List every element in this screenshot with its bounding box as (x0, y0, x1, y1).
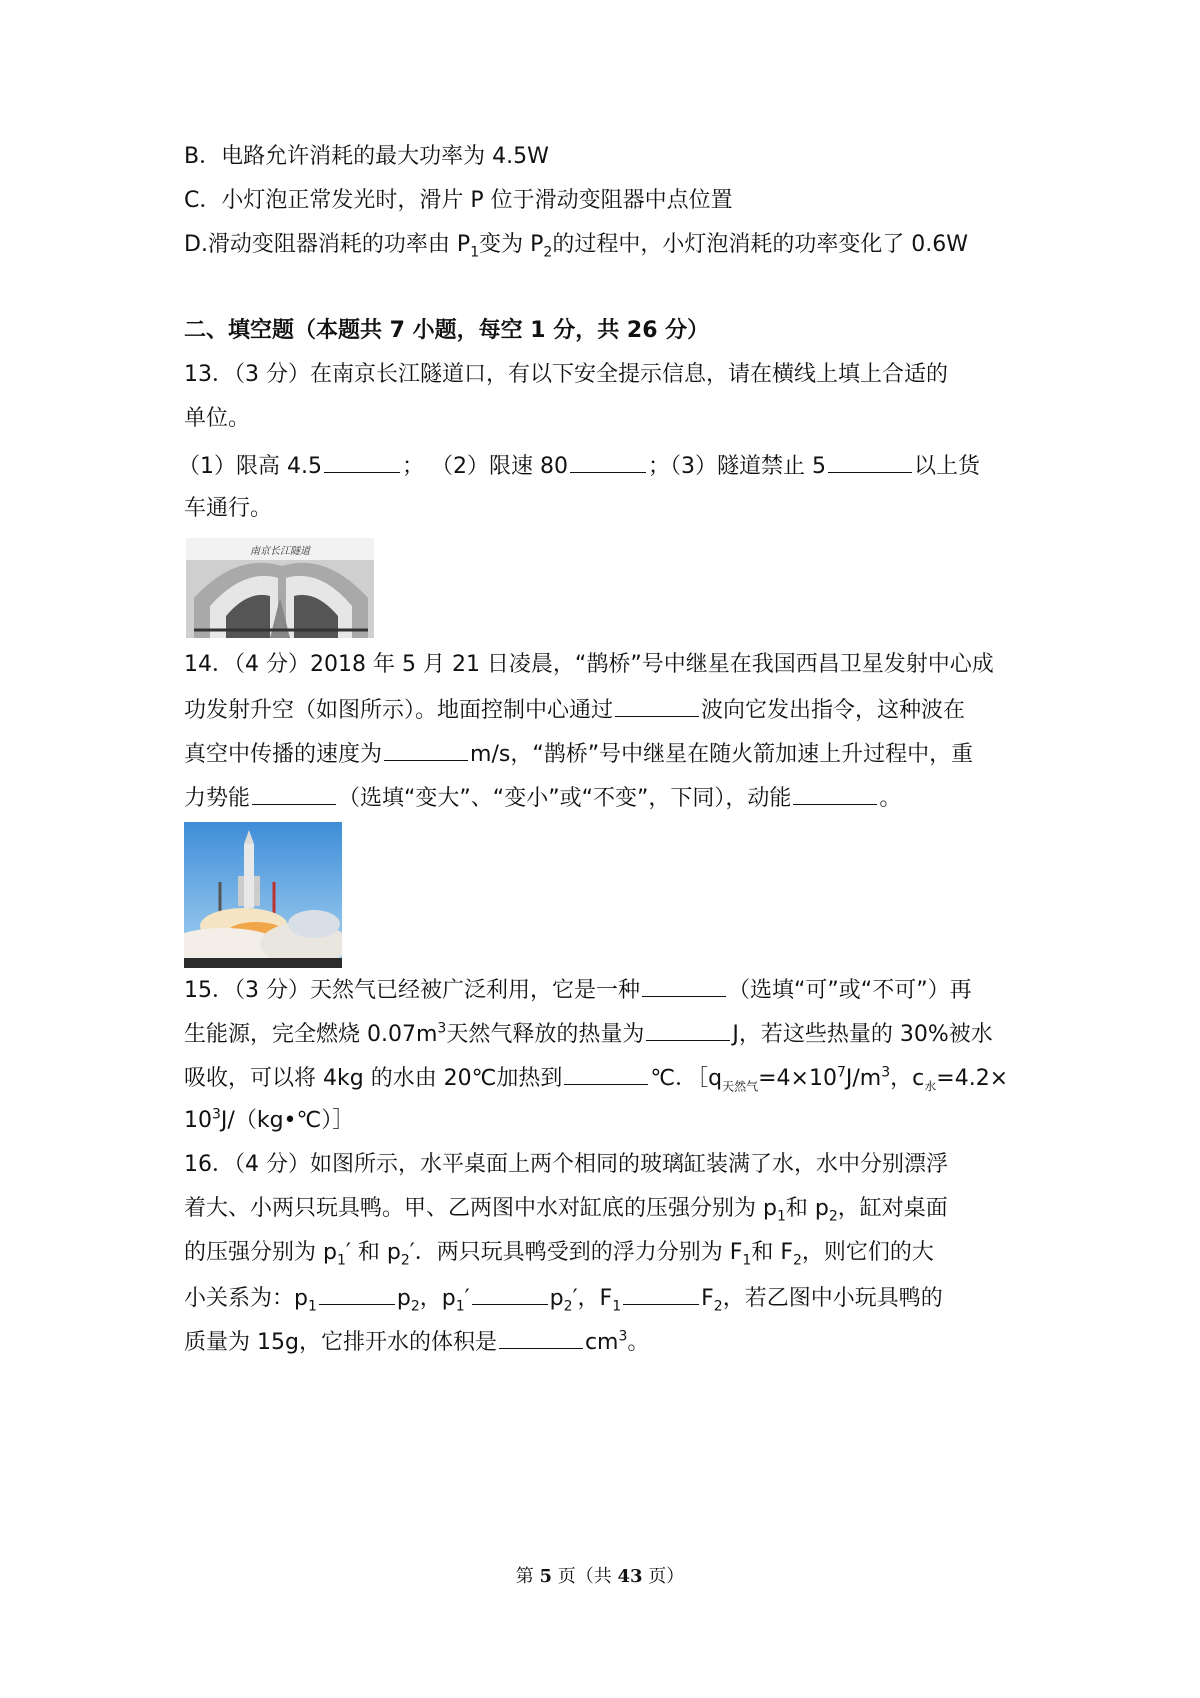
q15-line3: 吸收，可以将 4kg 的水由 20℃加热到 ℃．$[q_{天然气}=4\times 10^7J/m^3$，$c_水=4.2\times$ (184, 1062, 1008, 1094)
tunnel-caption: 南京长江隧道 (250, 546, 310, 557)
option-d: D.滑动变阻器消耗的功率由 $P_1$变为 $P_2$的过程中，小灯泡消耗的功率变化了 0.6W (184, 232, 969, 261)
blank (384, 738, 468, 761)
q16-line5: 质量为 15g，它排开水的体积是 $cm^3$。 (184, 1326, 649, 1358)
q13-line4: 车通行。 (184, 496, 273, 521)
q13-line3: （1）限高 4.5 ； （2）限速 80 ；（3）隧道禁止 5 以上货 (178, 450, 980, 482)
option-c: C．小灯泡正常发光时，滑片 P 位于滑动变阻器中点位置 (184, 188, 733, 213)
blank (615, 694, 699, 717)
q13-line2: 单位。 (184, 406, 251, 431)
q15-line2: 生能源，完全燃烧 $0.07m^3$天然气释放的热量为 J，若这些热量的 30%被水 (184, 1018, 993, 1050)
q16-line2: 着大、小两只玩具鸭。甲、乙两图中水对缸底的压强分别为 $p_1$和 $p_2$，缸对桌面 (184, 1196, 948, 1225)
blank (472, 1282, 548, 1305)
blank (564, 1062, 648, 1085)
q14-line2: 功发射升空（如图所示）。地面控制中心通过 波向它发出指令，这种波在 (184, 694, 965, 726)
q15-line1: 15．（3 分）天然气已经被广泛利用，它是一种 （选填“可”或“不可”）再 (184, 974, 972, 1006)
option-b: B．电路允许消耗的最大功率为 4.5W (184, 144, 549, 169)
blank (828, 450, 912, 473)
q14-line1: 14．（4 分）2018 年 5 月 21 日凌晨，“鹊桥”号中继星在我国西昌卫星发射中心成 (184, 652, 994, 677)
blank (252, 782, 336, 805)
blank (324, 450, 400, 473)
q16-line4: 小关系为：$p_1$ $p_2$，$p_1'$ $p_2'$，$F_1$ $F_2$，若乙图中小玩具鸭的 (184, 1282, 943, 1314)
blank (793, 782, 877, 805)
blank (499, 1326, 583, 1349)
section-title: 二、填空题（本题共 7 小题，每空 1 分，共 26 分） (184, 318, 710, 343)
q16-line1: 16．（4 分）如图所示，水平桌面上两个相同的玻璃缸装满了水，水中分别漂浮 (184, 1152, 948, 1177)
blank (570, 450, 646, 473)
blank (623, 1282, 699, 1305)
q16-line3: 的压强分别为 $p_1'$ 和 $p_2'$．两只玩具鸭受到的浮力分别为 $F_1$和 $F_2$，则它们的大 (184, 1240, 934, 1269)
q13-line1: 13．（3 分）在南京长江隧道口，有以下安全提示信息，请在横线上填上合适的 (184, 362, 948, 387)
q14-line3: 真空中传播的速度为 m/s，“鹊桥”号中继星在随火箭加速上升过程中，重 (184, 738, 973, 770)
blank (646, 1018, 730, 1041)
tunnel-figure (186, 538, 374, 638)
q15-line4: $10^3J/(kg•℃)]$ (184, 1106, 355, 1133)
blank (642, 974, 726, 997)
blank (319, 1282, 395, 1305)
q14-line4: 力势能 （选填“变大”、“变小”或“不变”，下同），动能 。 (184, 782, 901, 814)
page-footer: 第 5 页（共 43 页） (515, 1566, 685, 1587)
rocket-figure (184, 822, 342, 968)
